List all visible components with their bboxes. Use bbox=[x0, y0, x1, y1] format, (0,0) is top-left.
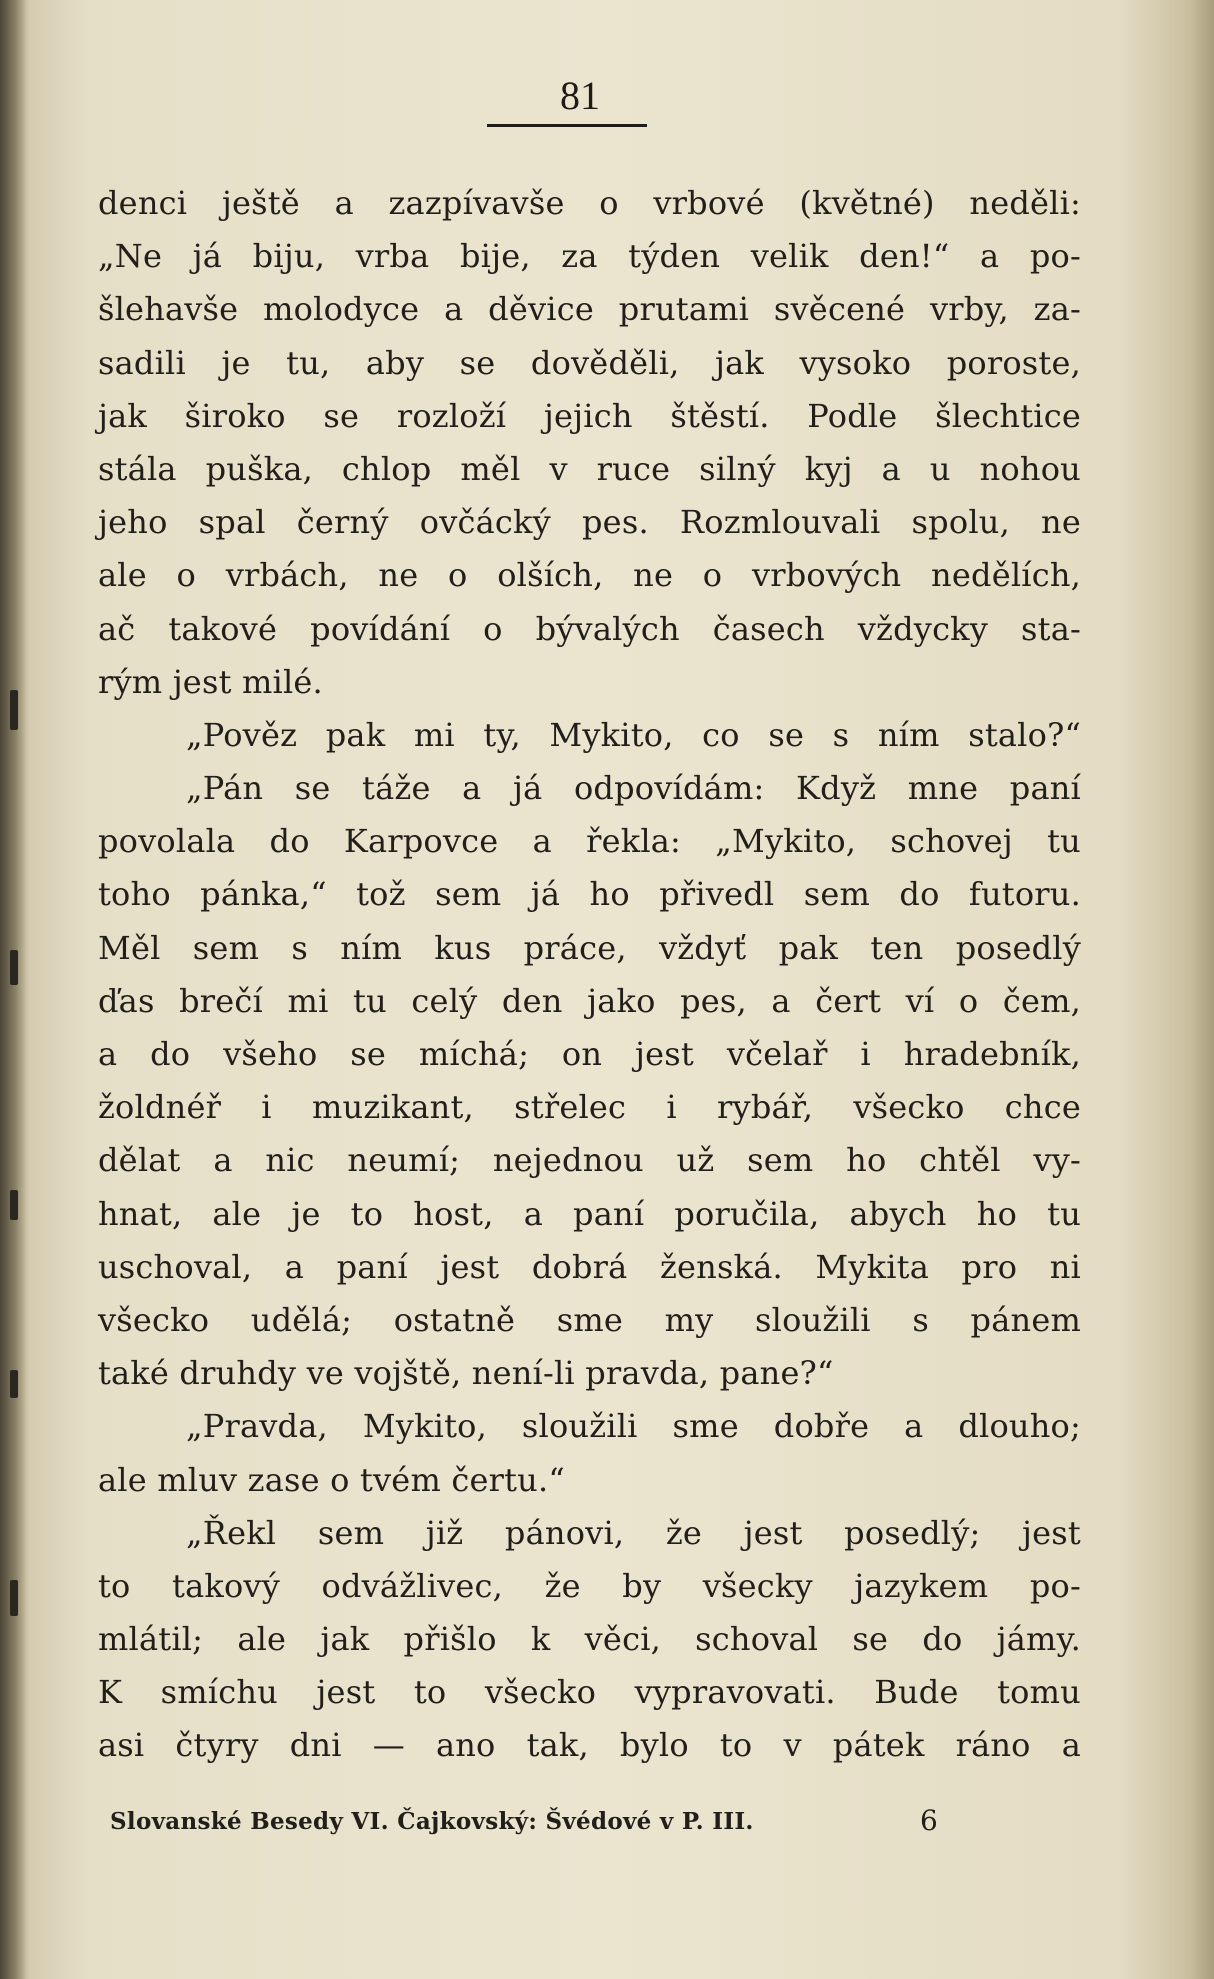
text-line: „Pověz pak mi ty, Mykito, co se s ním stalo?“ bbox=[186, 715, 1081, 754]
text-line: K smíchu jest to všecko vypravovati. Bude tomu bbox=[98, 1673, 1081, 1712]
text-line: „Ne já biju, vrba bije, za týden velik den!“ a po- bbox=[98, 237, 1081, 276]
page-number-rule bbox=[487, 124, 647, 127]
text-line: rým jest milé. bbox=[98, 662, 323, 701]
text-line: jak široko se rozloží jejich štěstí. Podle šlechtice bbox=[98, 396, 1081, 435]
text-line: uschoval, a paní jest dobrá ženská. Mykita pro ni bbox=[98, 1247, 1081, 1286]
bleed-mark bbox=[10, 1580, 18, 1616]
text-line: ač takové povídání o bývalých časech vždycky sta- bbox=[98, 609, 1081, 648]
text-line: žoldnéř i muzikant, střelec i rybář, všecko chce bbox=[98, 1088, 1081, 1127]
sheet-number: 6 bbox=[920, 1804, 938, 1837]
text-line: ale o vrbách, ne o olších, ne o vrbových nedělích, bbox=[98, 556, 1081, 595]
text-line: dělat a nic neumí; nejednou už sem ho chtěl vy- bbox=[98, 1141, 1081, 1180]
bleed-mark bbox=[10, 1190, 18, 1220]
page-footer bbox=[110, 1804, 1010, 1844]
text-line: šlehavše molodyce a děvice prutami svěcené vrby, za- bbox=[98, 290, 1081, 329]
text-line: Měl sem s ním kus práce, vždyť pak ten posedlý bbox=[98, 928, 1081, 967]
text-line: „Pravda, Mykito, sloužili sme dobře a dlouho; bbox=[186, 1407, 1081, 1446]
text-line: povolala do Karpovce a řekla: „Mykito, schovej tu bbox=[98, 822, 1081, 861]
text-line: ďas brečí mi tu celý den jako pes, a čert ví o čem, bbox=[98, 981, 1081, 1020]
bleed-mark bbox=[10, 690, 18, 730]
text-line: mlátil; ale jak přišlo k věci, schoval se do jámy. bbox=[98, 1620, 1081, 1659]
text-line: jeho spal černý ovčácký pes. Rozmlouvali spolu, ne bbox=[98, 503, 1081, 542]
page-binding-edge bbox=[0, 0, 26, 1979]
text-line: denci ještě a zazpívavše o vrbové (květné) neděli: bbox=[98, 184, 1081, 222]
printer-signature: Slovanské Besedy VI. Čajkovský: Švédové v P. III. bbox=[110, 1808, 754, 1835]
body-text bbox=[98, 177, 1081, 1773]
bleed-mark bbox=[10, 950, 18, 985]
page-number: 81 bbox=[560, 73, 600, 118]
text-line: asi čtyry dni — ano tak, bylo to v pátek ráno a bbox=[98, 1726, 1081, 1765]
text-line: také druhdy ve vojště, není-li pravda, pane?“ bbox=[98, 1354, 834, 1393]
text-line: a do všeho se míchá; on jest včelař i hradebník, bbox=[98, 1035, 1081, 1073]
bleed-mark bbox=[10, 1370, 18, 1398]
text-line: ale mluv zase o tvém čertu.“ bbox=[98, 1460, 565, 1499]
text-line: všecko udělá; ostatně sme my sloužili s pánem bbox=[98, 1300, 1081, 1339]
text-line: to takový odvážlivec, že by všecky jazykem po- bbox=[98, 1566, 1081, 1605]
text-line: „Řekl sem již pánovi, že jest posedlý; jest bbox=[186, 1513, 1081, 1552]
text-line: sadili je tu, aby se dověděli, jak vysoko poroste, bbox=[98, 343, 1081, 382]
text-line: „Pán se táže a já odpovídám: Když mne paní bbox=[186, 769, 1081, 808]
text-line: stála puška, chlop měl v ruce silný kyj a u nohou bbox=[98, 449, 1081, 488]
text-line: toho pánka,“ tož sem já ho přivedl sem do futoru. bbox=[98, 875, 1081, 914]
text-line: hnat, ale je to host, a paní poručila, abych ho tu bbox=[98, 1194, 1081, 1233]
